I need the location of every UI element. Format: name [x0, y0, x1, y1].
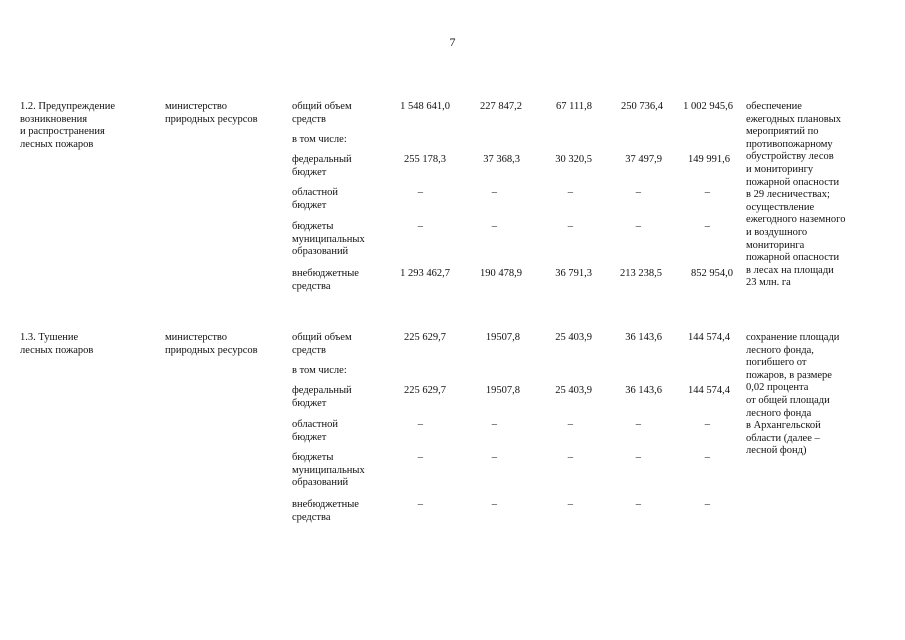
row-label: в том числе: — [292, 134, 347, 145]
value-year-3: – — [635, 419, 641, 430]
value-year-4: – — [704, 499, 710, 510]
value-year-2: – — [567, 221, 573, 232]
expected-result: обеспечение ежегодных плановых мероприятий по противопожарному обустройству лесов и мониторингу пожарной опасности в 29 лесничествах; осуществление ежегодного наземного и воздушного мониторинга пожарной опасности в лесах на площади 23 млн. га — [746, 101, 846, 289]
value-total: – — [417, 419, 423, 430]
page-number: 7 — [449, 35, 456, 49]
value-year-3: 213 238,5 — [620, 268, 662, 279]
row-label: общий объем средств — [292, 101, 352, 125]
row-label: федеральный бюджет — [292, 385, 352, 409]
value-year-1: – — [491, 187, 497, 198]
value-year-2: – — [567, 452, 573, 463]
value-year-3: 250 736,4 — [621, 101, 663, 112]
value-year-4: 149 991,6 — [688, 154, 730, 165]
value-year-1: 37 368,3 — [483, 154, 520, 165]
value-year-4: 852 954,0 — [691, 268, 733, 279]
row-label: областной бюджет — [292, 187, 338, 211]
value-year-4: 1 002 945,6 — [683, 101, 733, 112]
row-label: областной бюджет — [292, 419, 338, 443]
value-year-2: 25 403,9 — [555, 332, 592, 343]
row-label: бюджеты муниципальных образований — [292, 221, 365, 258]
value-total: 225 629,7 — [404, 332, 446, 343]
executor: министерство природных ресурсов — [165, 101, 258, 125]
value-year-2: – — [567, 499, 573, 510]
value-year-2: – — [567, 187, 573, 198]
value-year-1: 227 847,2 — [480, 101, 522, 112]
value-year-4: – — [704, 187, 710, 198]
expected-result: сохранение площади лесного фонда, погибшего от пожаров, в размере 0,02 процента от общей площади лесного фонда в Архангельской области (далее – лесной фонд) — [746, 332, 840, 457]
value-year-2: 67 111,8 — [556, 101, 592, 112]
value-year-2: 36 791,3 — [555, 268, 592, 279]
value-year-3: 36 143,6 — [625, 332, 662, 343]
value-year-1: 19507,8 — [485, 332, 520, 343]
row-label: бюджеты муниципальных образований — [292, 452, 365, 489]
value-year-2: 25 403,9 — [555, 385, 592, 396]
section-title: 1.2. Предупреждение возникновения и распространения лесных пожаров — [20, 101, 116, 150]
value-total: – — [417, 452, 423, 463]
value-year-1: 19507,8 — [485, 385, 520, 396]
value-total: 255 178,3 — [404, 154, 446, 165]
value-year-1: – — [491, 499, 497, 510]
row-label: общий объем средств — [292, 332, 352, 356]
value-year-4: 144 574,4 — [688, 385, 730, 396]
value-year-2: 30 320,5 — [555, 154, 592, 165]
row-label: федеральный бюджет — [292, 154, 352, 178]
row-label: в том числе: — [292, 365, 347, 376]
row-label: внебюджетные средства — [292, 499, 359, 523]
value-total: 1 293 462,7 — [400, 268, 450, 279]
value-year-4: 144 574,4 — [688, 332, 730, 343]
value-year-4: – — [704, 419, 710, 430]
value-year-3: – — [635, 187, 641, 198]
value-total: 225 629,7 — [404, 385, 446, 396]
value-total: – — [417, 221, 423, 232]
value-total: 1 548 641,0 — [400, 101, 450, 112]
value-year-4: – — [704, 452, 710, 463]
executor: министерство природных ресурсов — [165, 332, 258, 356]
value-year-4: – — [704, 221, 710, 232]
value-year-3: – — [635, 221, 641, 232]
row-label: внебюджетные средства — [292, 268, 359, 292]
value-year-1: – — [491, 419, 497, 430]
value-year-3: 36 143,6 — [625, 385, 662, 396]
value-year-1: – — [491, 452, 497, 463]
section-title: 1.3. Тушение лесных пожаров — [20, 332, 94, 356]
value-year-3: 37 497,9 — [625, 154, 662, 165]
value-total: – — [417, 187, 423, 198]
value-year-3: – — [635, 499, 641, 510]
value-year-3: – — [635, 452, 641, 463]
value-year-2: – — [567, 419, 573, 430]
value-total: – — [417, 499, 423, 510]
value-year-1: 190 478,9 — [480, 268, 522, 279]
value-year-1: – — [491, 221, 497, 232]
